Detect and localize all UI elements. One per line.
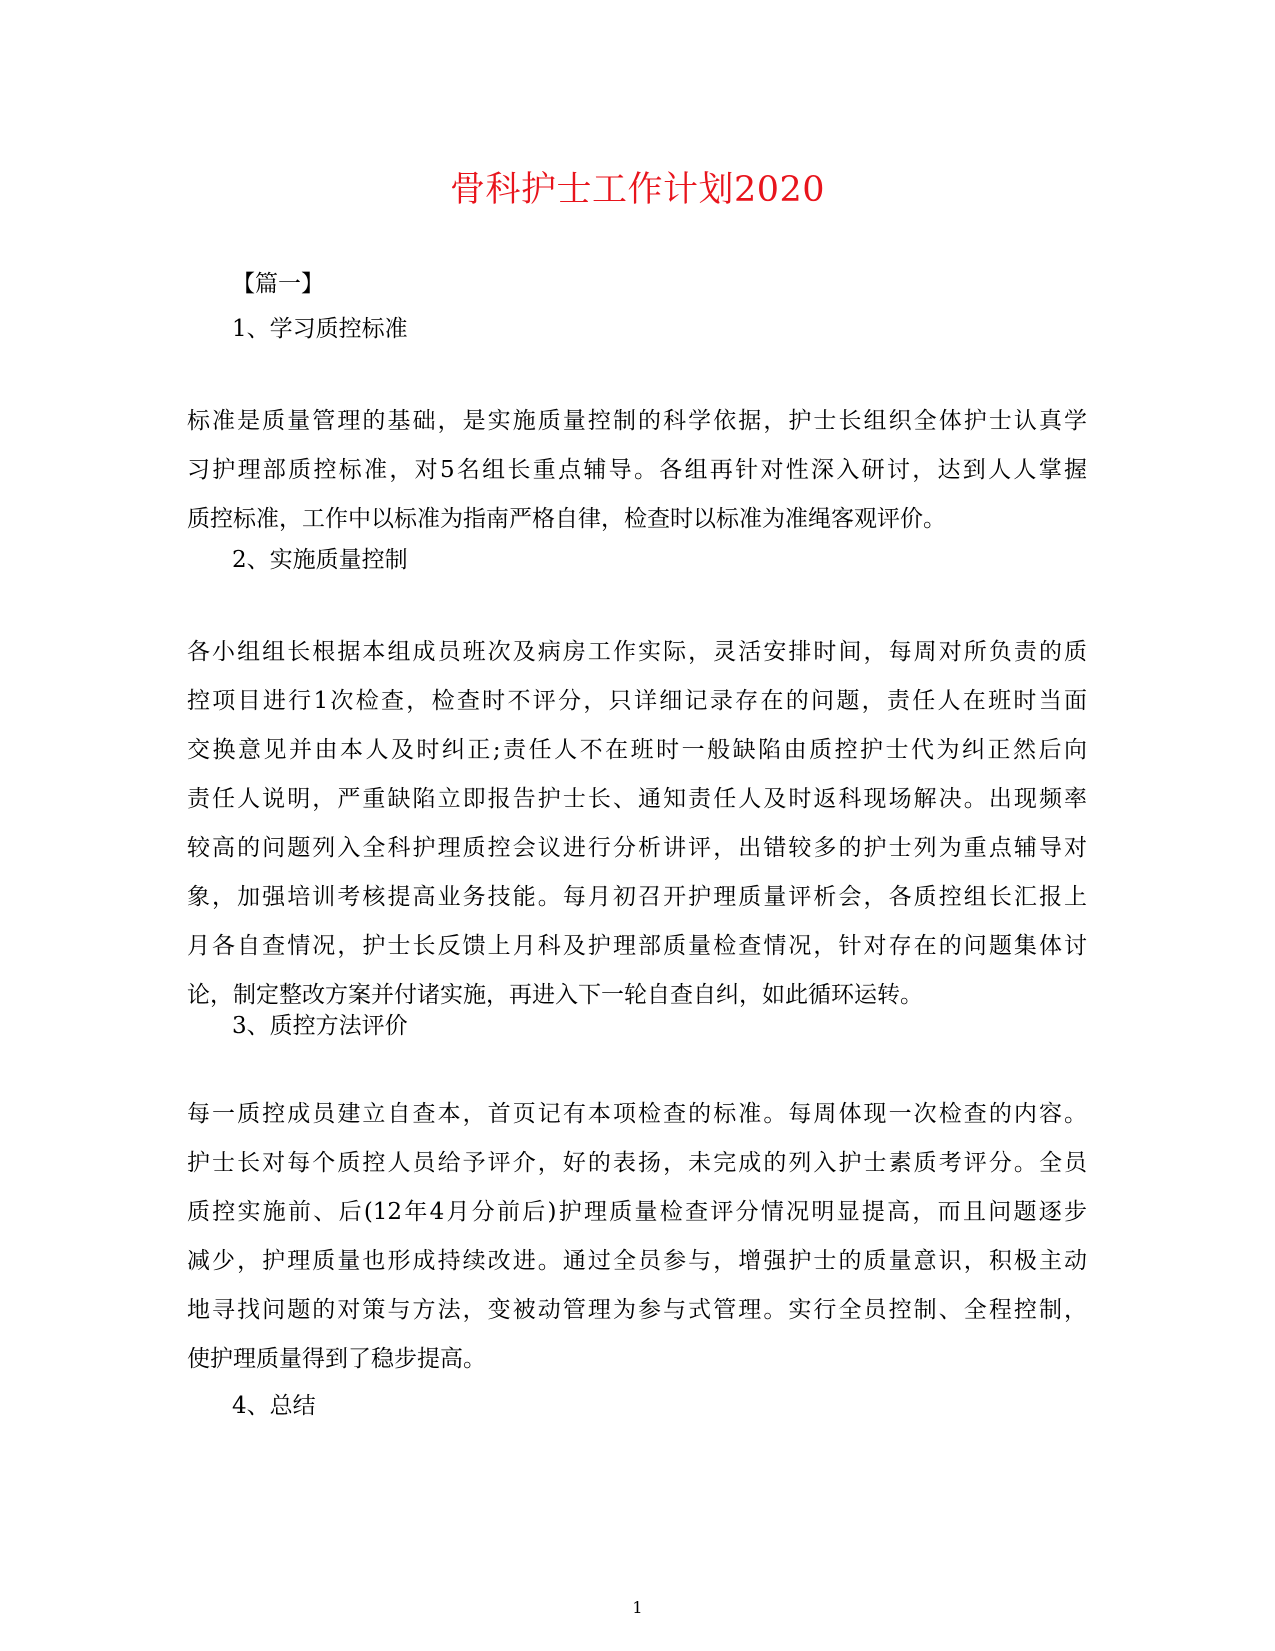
body-line: 象，加强培训考核提高业务技能。每月初召开护理质量评析会，各质控组长汇报上 bbox=[187, 884, 1087, 910]
body-line: 习护理部质控标准，对5名组长重点辅导。各组再针对性深入研讨，达到人人掌握 bbox=[187, 457, 1087, 483]
body-line: 护士长对每个质控人员给予评介，好的表扬，未完成的列入护士素质考评分。全员 bbox=[187, 1150, 1087, 1176]
body-line: 责任人说明，严重缺陷立即报告护士长、通知责任人及时返科现场解决。出现频率 bbox=[187, 786, 1087, 812]
body-line: 质控实施前、后(12年4月分前后)护理质量检查评分情况明显提高，而且问题逐步 bbox=[187, 1199, 1087, 1225]
body-line: 交换意见并由本人及时纠正;责任人不在班时一般缺陷由质控护士代为纠正然后向 bbox=[187, 737, 1087, 763]
section-heading-4: 4、总结 bbox=[232, 1393, 316, 1419]
body-line: 质控标准，工作中以标准为指南严格自律，检查时以标准为准绳客观评价。 bbox=[187, 506, 946, 532]
section-label: 【篇一】 bbox=[232, 271, 324, 297]
section-body-1 bbox=[187, 397, 1087, 544]
body-line: 较高的问题列入全科护理质控会议进行分析讲评，出错较多的护士列为重点辅导对 bbox=[187, 835, 1087, 861]
body-line: 标准是质量管理的基础，是实施质量控制的科学依据，护士长组织全体护士认真学 bbox=[187, 408, 1087, 434]
body-line: 每一质控成员建立自查本，首页记有本项检查的标准。每周体现一次检查的内容。 bbox=[187, 1101, 1087, 1127]
body-line: 各小组组长根据本组成员班次及病房工作实际，灵活安排时间，每周对所负责的质 bbox=[187, 639, 1087, 665]
section-heading-2: 2、实施质量控制 bbox=[232, 547, 408, 573]
body-line: 月各自查情况，护士长反馈上月科及护理部质量检查情况，针对存在的问题集体讨 bbox=[187, 933, 1087, 959]
body-line: 减少，护理质量也形成持续改进。通过全员参与，增强护士的质量意识，积极主动 bbox=[187, 1248, 1087, 1274]
document-title: 骨科护士工作计划2020 bbox=[449, 170, 826, 210]
section-heading-1: 1、学习质控标准 bbox=[232, 316, 408, 342]
body-line: 论，制定整改方案并付诸实施，再进入下一轮自查自纠，如此循环运转。 bbox=[187, 982, 923, 1008]
page-number: 1 bbox=[632, 1598, 643, 1617]
section-body-3 bbox=[187, 1090, 1087, 1384]
body-line: 使护理质量得到了稳步提高。 bbox=[187, 1346, 486, 1372]
section-body-2 bbox=[187, 628, 1087, 1020]
body-line: 地寻找问题的对策与方法，变被动管理为参与式管理。实行全员控制、全程控制， bbox=[187, 1297, 1087, 1323]
body-line: 控项目进行1次检查，检查时不评分，只详细记录存在的问题，责任人在班时当面 bbox=[187, 688, 1087, 714]
section-heading-3: 3、质控方法评价 bbox=[232, 1013, 408, 1039]
